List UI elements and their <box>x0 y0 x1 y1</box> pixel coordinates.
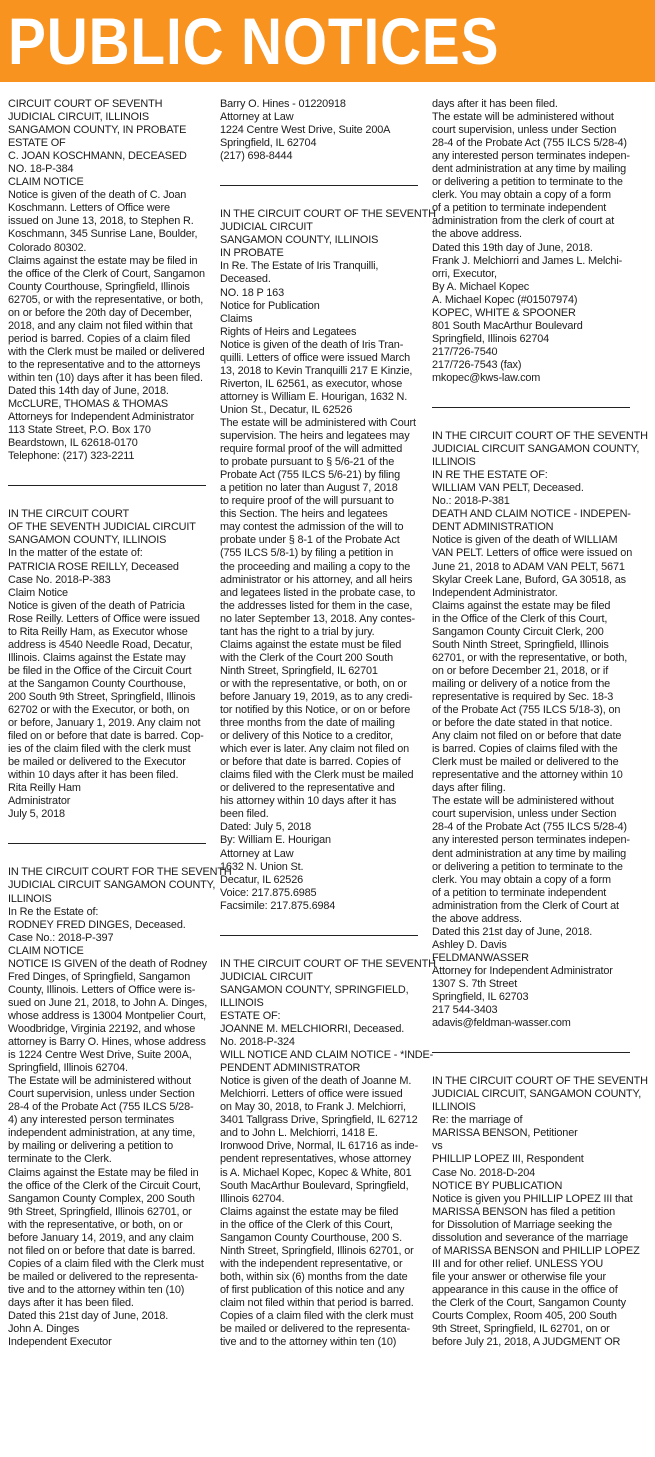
notice-line: tor notified by this Notice, or on or before <box>220 704 411 717</box>
notice-line: Ashley D. Davis <box>432 938 507 951</box>
notice-line: Re: the marriage of <box>432 1114 523 1127</box>
notice-line: or delivering a petition to terminate to the <box>432 176 623 189</box>
notice-line: or before, January 1, 2019. Any claim not <box>8 717 201 730</box>
notice-line: NOTICE BY PUBLICATION <box>432 1179 563 1192</box>
notice-line: 4) any interested person terminates <box>8 1114 175 1127</box>
notice-line: SANGAMON COUNTY, SPRINGFIELD, <box>220 983 409 996</box>
notice-line: WILLIAM VAN PELT, Deceased. <box>432 482 584 495</box>
notice-line: IN THE CIRCUIT COURT OF THE SEVENTH <box>220 208 436 221</box>
notice-line: clerk. You may obtain a copy of a form <box>432 189 611 202</box>
notice-line: 28-4 of the Probate Act (755 ILCS 5/28- <box>8 1101 194 1114</box>
notice-line: Claims against the estate must be filed <box>220 638 402 651</box>
notice-line: 200 South 9th Street, Springfield, Illinois <box>8 690 196 703</box>
notice-line: JUDICIAL CIRCUIT, ILLINOIS <box>8 111 149 124</box>
legal-notice <box>220 957 436 1349</box>
notice-line: Springfield, Illinois 62704. <box>8 1062 128 1075</box>
notice-line: 1307 S. 7th Street <box>432 978 518 990</box>
notice-line: The Estate will be administered without <box>8 1075 192 1088</box>
notice-line: In Re the Estate of: <box>8 905 99 918</box>
notice-line: period is barred. Copies of a claim filed <box>8 332 191 345</box>
notice-line: South Ninth Street, Springfield, Illinois <box>432 638 609 651</box>
notice-line: C. JOAN KOSCHMANN, DECEASED <box>8 150 187 163</box>
notice-line: been filed. <box>220 808 269 821</box>
notice-line: ESTATE OF <box>8 137 66 150</box>
notice-divider <box>8 843 206 844</box>
notice-line: attorney is William E. Hourigan, 1632 N. <box>220 390 408 403</box>
notice-line: within 10 days after it has been filed. <box>8 769 179 782</box>
notice-line: Notice is given of the death of Iris Tran- <box>220 338 404 351</box>
notice-line: and legatees listed in the probate case, to <box>220 586 416 599</box>
notice-line: Koschmann. Letters of Office were <box>8 202 170 215</box>
notice-line: claims filed with the Clerk must be mailed <box>220 769 414 782</box>
notice-line: 217 544-3403 <box>432 1004 498 1017</box>
notice-line: Notice is given of the death of WILLIAM <box>432 534 618 547</box>
notice-line: or delivery of this Notice to a creditor, <box>220 730 394 743</box>
notice-line: Courts Complex, Room 405, 200 South <box>432 1310 617 1323</box>
notice-line: Dated this 19th day of June, 2018. <box>432 241 593 254</box>
notice-line: within ten (10) days after it has been filed. <box>8 371 203 384</box>
notice-line: Attorneys for Independent Administrator <box>8 411 195 424</box>
notice-line: Springfield, IL 62704 <box>220 137 317 150</box>
notice-line: FELDMANWASSER <box>432 951 529 964</box>
notice-line: any interested person terminates indepen- <box>432 150 630 163</box>
notice-line: ILLINOIS <box>8 892 52 905</box>
notice-line: ILLINOIS <box>220 996 264 1009</box>
notice-line: no later September 13, 2018. Any contes- <box>220 612 415 625</box>
notice-line: III and for other relief. UNLESS YOU <box>432 1257 604 1270</box>
notice-line: CLAIM NOTICE <box>8 944 84 957</box>
notice-line: Beardstown, IL 62618-0170 <box>8 437 138 450</box>
notice-line: IN PROBATE <box>220 247 284 260</box>
notice-line: is barred. Copies of claims filed with the <box>432 743 618 756</box>
notice-line: independent administration, at any time, <box>8 1127 196 1140</box>
notice-line: ESTATE OF: <box>220 1009 281 1022</box>
notice-line: No.: 2018-P-381 <box>432 495 510 508</box>
notice-line: Claims against the estate may be filed in <box>8 254 198 267</box>
notice-line: the above address. <box>432 912 522 925</box>
notice-line: Dated: July 5, 2018 <box>220 821 311 834</box>
notice-line: July 5, 2018 <box>8 808 65 821</box>
notice-line: MARISSA BENSON has filed a petition <box>432 1205 616 1218</box>
notice-line: CLAIM NOTICE <box>8 176 84 189</box>
notice-line: Attorney at Law <box>220 111 294 124</box>
notice-line: Claims against the Estate may be filed in <box>8 1166 199 1179</box>
notice-line: which ever is later. Any claim not filed on <box>220 743 410 756</box>
notice-line: No. 2018-P-324 <box>220 1036 295 1049</box>
notice-line: JUDICIAL CIRCUIT SANGAMON COUNTY, <box>8 879 216 892</box>
notice-line: the above address. <box>432 228 522 241</box>
notice-line: Dated this 21st day of June, 2018. <box>8 1310 169 1323</box>
notice-line: 2018, and any claim not filed within that <box>8 319 193 332</box>
notice-line: (755 ILCS 5/8-1) by filing a petition in <box>220 547 394 560</box>
notice-line: Woodbridge, Virginia 22192, and whose <box>8 1023 196 1035</box>
notice-line: JUDICIAL CIRCUIT, SANGAMON COUNTY, <box>432 1088 642 1101</box>
notice-line: at the Sangamon County Courthouse, <box>8 677 186 690</box>
notice-line: 28-4 of the Probate Act (755 ILCS 5/28-4) <box>432 821 627 834</box>
notice-line: IN THE CIRCUIT COURT <box>8 508 130 521</box>
notice-line: Ironwood Drive, Normal, IL 61716 as inde- <box>220 1140 419 1153</box>
page-title: PUBLIC NOTICES <box>8 4 500 78</box>
notice-line: By A. Michael Kopec <box>432 280 530 293</box>
notice-line: his attorney within 10 days after it has <box>220 795 397 808</box>
notice-line: whose address is 13004 Montpelier Court, <box>8 1009 207 1022</box>
notice-line: IN THE CIRCUIT COURT FOR THE SEVENTH <box>8 866 232 879</box>
notice-line: ILLINOIS <box>432 456 476 469</box>
notice-line: NO. 18-P-384 <box>8 163 74 176</box>
notice-line: Decatur, IL 62526 <box>220 873 304 886</box>
legal-notice <box>432 430 648 1030</box>
notice-line: Facsimile: 217.875.6984 <box>220 899 336 912</box>
notice-line: to require proof of the will pursuant to <box>220 495 394 508</box>
notice-line: IN THE CIRCUIT COURT OF THE SEVENTH <box>432 430 648 443</box>
notice-line: McCLURE, THOMAS & THOMAS <box>8 398 168 411</box>
notice-line: dent administration at any time by mailing <box>432 847 627 860</box>
notice-line: NOTICE IS GIVEN of the death of Rodney <box>8 957 207 970</box>
notice-line: Telephone: (217) 323-2211 <box>8 450 135 463</box>
notice-line: County, Illinois. Letters of Office were is- <box>8 983 196 996</box>
notice-line: before January 14, 2019, and any claim <box>8 1231 194 1244</box>
notice-line: JUDICIAL CIRCUIT SANGAMON COUNTY, <box>432 443 640 456</box>
notice-line: in the office of the Clerk of this Court, <box>220 1218 393 1231</box>
notice-line: Notice for Publication <box>220 299 320 312</box>
notice-line: mailing or delivery of a notice from the <box>432 677 611 690</box>
notice-line: days after it has been filed. <box>8 1296 134 1309</box>
notice-line: dent administration at any time by mailing <box>432 163 627 176</box>
notice-line: by mailing or delivering a petition to <box>8 1140 174 1153</box>
notice-line: days after filing. <box>432 782 506 795</box>
notice-line: The estate will be administered with Court <box>220 416 416 429</box>
notice-line: be mailed or delivered to the Executor <box>8 756 186 769</box>
notice-line: WILL NOTICE AND CLAIM NOTICE - *INDE- <box>220 1049 434 1062</box>
notice-line: PATRICIA ROSE REILLY, Deceased <box>8 560 179 573</box>
notice-line: court supervision, unless under Section <box>432 808 617 821</box>
notice-line: Clerk must be mailed or delivered to the <box>432 756 619 769</box>
notice-line: SANGAMON COUNTY, ILLINOIS <box>220 234 379 247</box>
notice-line: in the Office of the Clerk of this Court, <box>432 612 608 625</box>
notice-line: SANGAMON COUNTY, ILLINOIS <box>8 534 167 547</box>
notice-line: or before the date stated in that notice. <box>432 717 613 730</box>
notice-line: ies of the claim filed with the clerk must <box>8 743 191 756</box>
notice-line: to the representative and to the attorneys <box>8 358 201 371</box>
notice-line: address is 4540 Needle Road, Decatur, <box>8 638 193 651</box>
notice-line: South MacArthur Boulevard, Springfield, <box>220 1179 409 1192</box>
notice-line: Sangamon County Circuit Clerk, 200 <box>432 625 604 638</box>
notice-line: probate under § 8-1 of the Probate Act <box>220 534 400 547</box>
notice-line: Koschmann, 345 Sunrise Lane, Boulder, <box>8 228 198 241</box>
notice-line: not filed on or before that date is barred. <box>8 1244 196 1257</box>
notice-line: Rita Reilly Ham <box>8 782 81 795</box>
notice-line: Melchiorri. Letters of office were issued <box>220 1088 403 1101</box>
notice-line: Rose Reilly. Letters of Office were issued <box>8 612 200 625</box>
notice-line: administration from the clerk of court at <box>432 215 615 228</box>
notice-line: tive and to the attorney within ten (10) <box>8 1283 185 1296</box>
notice-line: with the Clerk must be mailed or delivered <box>8 345 205 358</box>
notice-line: adavis@feldman-wasser.com <box>432 1017 571 1030</box>
notice-line: Attorney for Independent Administrator <box>432 964 613 977</box>
notice-line: Case No.: 2018-P-397 <box>8 931 114 944</box>
notice-line: administration from the Clerk of Court at <box>432 899 619 912</box>
notice-column-1 <box>8 98 232 1457</box>
notice-line: Union St., Decatur, IL 62526 <box>220 403 353 416</box>
notice-line: Deceased. <box>220 273 271 286</box>
notice-line: Sangamon County Courthouse, 200 S. <box>220 1231 402 1244</box>
notice-line: 62702 or with the Executor, or both, on <box>8 704 190 717</box>
notice-line: JOANNE M. MELCHIORRI, Deceased. <box>220 1023 405 1035</box>
legal-notice <box>8 866 232 1349</box>
notice-line: 217/726-7540 <box>432 345 498 358</box>
notice-line: with the Clerk of the Court 200 South <box>220 651 394 664</box>
notice-line: Notice is given you PHILLIP LOPEZ III that <box>432 1192 633 1205</box>
notice-line: supervision. The heirs and legatees may <box>220 430 410 443</box>
notice-line: any interested person terminates indepen- <box>432 834 630 847</box>
notice-line: of a petition to terminate independent <box>432 202 607 215</box>
notice-line: OF THE SEVENTH JUDICIAL CIRCUIT <box>8 521 196 534</box>
notice-line: of first publication of this notice and any <box>220 1283 405 1296</box>
notice-line: Independent Executor <box>8 1336 112 1349</box>
notice-divider <box>220 935 418 936</box>
notice-line: 9th Street, Springfield, Illinois 62701, or <box>8 1205 192 1218</box>
notice-line: John A. Dinges <box>8 1323 80 1336</box>
notice-line: issued on June 13, 2018, to Stephen R. <box>8 215 194 228</box>
notice-line: Riverton, IL 62561, as executor, whose <box>220 377 403 390</box>
notice-line: NO. 18 P 163 <box>220 286 284 299</box>
notice-line: Claim Notice <box>8 586 68 599</box>
notice-line: of MARISSA BENSON and PHILLIP LOPEZ <box>432 1244 640 1257</box>
notice-line: Fred Dinges, of Springfield, Sangamon <box>8 970 191 983</box>
notice-line: the office of the Clerk of the Circuit Court, <box>8 1179 201 1192</box>
notice-line: 1224 Centre West Drive, Suite 200A <box>220 124 391 137</box>
notice-line: file your answer or otherwise file your <box>432 1270 606 1283</box>
notice-line: be mailed or delivered to the representa- <box>220 1323 410 1336</box>
notice-line: representative is required by Sec. 18-3 <box>432 690 614 703</box>
notice-line: PENDENT ADMINISTRATOR <box>220 1062 361 1075</box>
notice-line: Probate Act (755 ILCS 5/6-21) by filing <box>220 469 400 482</box>
notice-line: Illinois 62704. <box>220 1192 285 1205</box>
notice-line: IN RE THE ESTATE OF: <box>432 469 548 482</box>
notice-line: Notice is given of the death of Patricia <box>8 599 185 612</box>
notice-divider <box>432 1052 630 1053</box>
notice-line: DEATH AND CLAIM NOTICE - INDEPEN- <box>432 508 631 521</box>
notice-line: Court supervision, unless under Section <box>8 1088 195 1101</box>
notice-line: 9th Street, Springfield, IL 62701, on or <box>432 1323 610 1336</box>
notice-line: tant has the right to a trial by jury. <box>220 625 375 638</box>
notice-line: claim not filed within that period is barred. <box>220 1296 414 1309</box>
legal-notice <box>432 1075 648 1349</box>
legal-notice <box>8 98 206 463</box>
notice-line: quilli. Letters of office were issued March <box>220 351 411 364</box>
notice-line: 3401 Tallgrass Drive, Springfield, IL 62712 <box>220 1114 418 1127</box>
notice-line: on May 30, 2018, to Frank J. Melchiorri, <box>220 1101 406 1114</box>
notice-line: Springfield, IL 62703 <box>432 991 529 1004</box>
notice-line: 62701, or with the representative, or both, <box>432 651 628 664</box>
notice-line: MARISSA BENSON, Petitioner <box>432 1127 578 1140</box>
notice-line: Administrator <box>8 795 71 808</box>
legal-notice <box>220 98 418 163</box>
notice-line: this Section. The heirs and legatees <box>220 508 388 521</box>
notice-line: may contest the admission of the will to <box>220 521 404 534</box>
notice-line: attorney is Barry O. Hines, whose address <box>8 1036 206 1049</box>
notice-line: IN THE CIRCUIT COURT OF THE SEVENTH <box>220 957 436 970</box>
notice-line: 113 State Street, P.O. Box 170 <box>8 424 151 437</box>
notice-line: Colorado 80302. <box>8 241 87 254</box>
notice-line: before July 21, 2018, A JUDGMENT OR <box>432 1336 621 1349</box>
notice-line: dissolution and severance of the marriage <box>432 1231 629 1244</box>
notice-line: Rights of Heirs and Legatees <box>220 325 357 338</box>
notice-line: 62705, or with the representative, or both, <box>8 293 204 306</box>
notice-line: Independent Administrator. <box>432 586 558 599</box>
notice-line: A. Michael Kopec (#01507974) <box>432 293 578 306</box>
notice-line: administrator or his attorney, and all heirs <box>220 573 413 586</box>
notice-line: appearance in this cause in the office of <box>432 1283 618 1296</box>
notice-line: Dated this 21st day of June, 2018. <box>432 925 593 938</box>
notice-line: or with the representative, or both, on or <box>220 677 407 690</box>
notices-columns <box>0 82 655 1457</box>
notice-line: CIRCUIT COURT OF SEVENTH <box>8 98 163 110</box>
notice-line: court supervision, unless under Section <box>432 124 617 137</box>
notice-line: Dated this 14th day of June, 2018. <box>8 385 169 398</box>
notice-line: is A. Michael Kopec, Kopec & White, 801 <box>220 1166 412 1179</box>
notice-line: Claims against the estate may be filed <box>432 599 611 612</box>
notice-line: for Dissolution of Marriage seeking the <box>432 1218 612 1231</box>
notice-line: Case No. 2018-D-204 <box>432 1166 536 1179</box>
notice-line: RODNEY FRED DINGES, Deceased. <box>8 918 186 931</box>
notice-line: tive and to the attorney within ten (10) <box>220 1336 397 1349</box>
notice-line: Copies of a claim filed with the clerk must <box>220 1310 414 1323</box>
notice-line: DENT ADMINISTRATION <box>432 521 554 534</box>
notice-line: Notice is given of the death of Joanne M. <box>220 1075 412 1088</box>
notice-line: a petition no later than August 7, 2018 <box>220 482 398 495</box>
notice-line: PHILLIP LOPEZ III, Respondent <box>432 1153 584 1166</box>
notice-divider <box>432 407 630 408</box>
notice-line: 217/726-7543 (fax) <box>432 358 522 371</box>
notice-line: JUDICIAL CIRCUIT <box>220 221 313 234</box>
notice-line: of a petition to terminate independent <box>432 886 607 899</box>
notice-line: on or before December 21, 2018, or if <box>432 664 609 677</box>
notice-line: or delivered to the representative and <box>220 782 395 795</box>
notice-line: be mailed or delivered to the representa- <box>8 1270 198 1283</box>
notice-line: JUDICIAL CIRCUIT <box>220 970 313 983</box>
notice-line: the addresses listed for them in the case, <box>220 599 413 612</box>
notice-line: to Rita Reilly Ham, as Executor whose <box>8 625 188 638</box>
notice-line: with the representative, or both, on or <box>8 1218 183 1231</box>
notice-line: the Clerk of the Court, Sangamon County <box>432 1296 626 1309</box>
notice-line: mkopec@kws-law.com <box>432 371 541 384</box>
public-notices-banner <box>0 0 655 82</box>
notice-column-2 <box>220 98 436 1457</box>
notice-line: to probate pursuant to § 5/6-21 of the <box>220 456 395 469</box>
notice-divider <box>220 185 418 186</box>
notice-line: and to John L. Melchiorri, 1418 E. <box>220 1127 378 1140</box>
notice-line: SANGAMON COUNTY, IN PROBATE <box>8 124 187 137</box>
notice-line: By: William E. Hourigan <box>220 834 331 847</box>
notice-line: 1632 N. Union St. <box>220 860 304 873</box>
notice-line: Skylar Creek Lane, Buford, GA 30518, as <box>432 573 626 586</box>
notice-line: Notice is given of the death of C. Joan <box>8 189 187 202</box>
notice-line: terminate to the Clerk. <box>8 1153 112 1166</box>
notice-line: Claims <box>220 312 253 325</box>
notice-line: be filed in the Office of the Circuit Court <box>8 664 192 677</box>
notice-line: 801 South MacArthur Boulevard <box>432 319 583 332</box>
notice-line: Any claim not filed on or before that date <box>432 730 622 743</box>
notice-line: require formal proof of the will admitted <box>220 443 403 456</box>
notice-line: In Re. The Estate of Iris Tranquilli, <box>220 260 379 273</box>
notice-line: vs <box>432 1140 443 1153</box>
notice-line: In the matter of the estate of: <box>8 547 143 560</box>
notice-line: The estate will be administered without <box>432 795 614 808</box>
notice-line: Voice: 217.875.6985 <box>220 886 317 899</box>
notice-column-3 <box>432 98 648 1457</box>
notice-line: both, within six (6) months from the date <box>220 1270 408 1283</box>
notice-line: Frank J. Melchiorri and James L. Melchi- <box>432 254 623 267</box>
notice-line: (217) 698-8444 <box>220 150 293 163</box>
notice-line: June 21, 2018 to ADAM VAN PELT, 5671 <box>432 560 625 573</box>
notice-line: with the independent representative, or <box>220 1257 403 1270</box>
notice-line: before January 19, 2019, as to any credi- <box>220 690 413 703</box>
notice-line: pendent representatives, whose attorney <box>220 1153 411 1166</box>
notice-line: 13, 2018 to Kevin Tranquilli 217 E Kinzie, <box>220 364 413 377</box>
notice-line: ILLINOIS <box>432 1101 476 1114</box>
notice-line: IN THE CIRCUIT COURT OF THE SEVENTH <box>432 1075 648 1088</box>
notice-line: Barry O. Hines - 01220918 <box>220 98 346 110</box>
legal-notice <box>8 508 206 821</box>
notice-line: Sangamon County Complex, 200 South <box>8 1192 195 1205</box>
notice-line: filed on or before that date is barred. Cop- <box>8 730 204 743</box>
notice-line: Illinois. Claims against the Estate may <box>8 651 186 664</box>
notice-line: VAN PELT. Letters of office were issued on <box>432 547 633 560</box>
notice-line: 28-4 of the Probate Act (755 ILCS 5/28-4) <box>432 137 627 150</box>
notice-line: County Courthouse, Springfield, Illinois <box>8 280 190 293</box>
notice-line: Claims against the estate may be filed <box>220 1205 399 1218</box>
notice-line: the proceeding and mailing a copy to the <box>220 560 411 573</box>
notice-line: The estate will be administered without <box>432 111 614 124</box>
notice-line: three months from the date of mailing <box>220 717 395 730</box>
notice-line: or before that date is barred. Copies of <box>220 756 401 769</box>
notice-line: or delivering a petition to terminate to the <box>432 860 623 873</box>
notice-line: KOPEC, WHITE & SPOONER <box>432 306 576 319</box>
notice-line: clerk. You may obtain a copy of a form <box>432 873 611 886</box>
notice-line: orri, Executor, <box>432 267 497 280</box>
notice-line: the office of the Clerk of Court, Sangamon <box>8 267 205 280</box>
notice-line: sued on June 21, 2018, to John A. Dinges, <box>8 996 208 1009</box>
notice-line: is 1224 Centre West Drive, Suite 200A, <box>8 1049 192 1062</box>
notice-line: Ninth Street, Springfield, IL 62701 <box>220 664 378 677</box>
notice-line: Attorney at Law <box>220 847 294 860</box>
notice-line: of the Probate Act (755 ILCS 5/18-3), on <box>432 704 621 717</box>
notice-line: on or before the 20th day of December, <box>8 306 192 319</box>
notice-line: Case No. 2018-P-383 <box>8 573 111 586</box>
notice-divider <box>8 485 206 486</box>
notice-line: Ninth Street, Springfield, Illinois 62701, or <box>220 1244 414 1257</box>
notice-line: days after it has been filed. <box>432 98 558 110</box>
legal-notice <box>220 208 436 913</box>
notice-line: representative and the attorney within 10 <box>432 769 623 782</box>
notice-line: Copies of a claim filed with the Clerk must <box>8 1257 204 1270</box>
legal-notice <box>432 98 630 385</box>
notice-line: Springfield, Illinois 62704 <box>432 332 550 345</box>
